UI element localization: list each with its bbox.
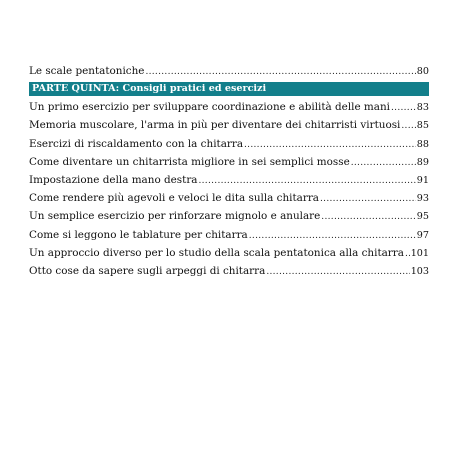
toc-entry-page: 89 [416,156,429,168]
section-subtitle: Consigli pratici ed esercizi [122,83,267,95]
toc-entry[interactable] [29,226,429,244]
dot-leader [244,136,416,153]
toc-entry-title: Come rendere più agevoli e veloci le dita sulla chitarra [29,192,319,205]
dot-leader [266,263,409,280]
dot-leader [405,245,410,262]
dot-leader [145,63,415,80]
toc-entry[interactable] [29,153,429,171]
toc-entry[interactable] [29,207,429,225]
toc-entry-page: 85 [416,120,429,132]
toc-entry[interactable] [29,116,429,134]
toc-entry-page: 97 [416,229,429,241]
table-of-contents [29,62,429,280]
toc-entry-title: Le scale pentatoniche [29,65,145,77]
toc-entry-page: 95 [416,211,429,223]
section-header [29,82,429,96]
toc-entry[interactable] [29,171,429,189]
dot-leader [401,117,415,134]
toc-entry-title: Otto cose da sapere sugli arpeggi di chitarra [29,264,266,277]
dot-leader [320,190,416,207]
section-label: PARTE QUINTA: [32,83,120,95]
toc-entry-page: 83 [416,102,429,114]
dot-leader [321,208,415,225]
toc-entry-page: 88 [416,138,429,150]
toc-entry[interactable] [29,262,429,280]
toc-entry[interactable] [29,189,429,207]
toc-entry-title: Come diventare un chitarrista migliore in sei semplici mosse [29,155,350,168]
toc-entry-page: 91 [416,174,429,186]
toc-entry-title: Un semplice esercizio per rinforzare mignolo e anulare [29,210,321,223]
toc-entry[interactable] [29,98,429,116]
toc-entry-title: Come si leggono le tablature per chitarra [29,228,248,241]
toc-entry-title: Un approccio diverso per lo studio della scala pentatonica alla chitarra [29,246,404,259]
toc-entry-title: Esercizi di riscaldamento con la chitarra [29,137,244,150]
dot-leader [249,227,416,244]
dot-leader [198,172,415,189]
toc-entry-page: 101 [410,247,429,259]
toc-entry[interactable] [29,244,429,262]
toc-entry-title: Impostazione della mano destra [29,173,198,186]
toc-entry-page: 80 [416,66,429,77]
dot-leader [351,154,416,171]
toc-entry-page: 93 [416,193,429,205]
toc-entry-page: 103 [410,265,429,277]
dot-leader [391,99,416,116]
toc-entry[interactable] [29,62,429,80]
toc-entry-title: Un primo esercizio per sviluppare coordinazione e abilità delle mani [29,101,390,114]
toc-entry-title: Memoria muscolare, l'arma in più per diventare dei chitarristi virtuosi [29,119,401,132]
toc-entry[interactable] [29,135,429,153]
